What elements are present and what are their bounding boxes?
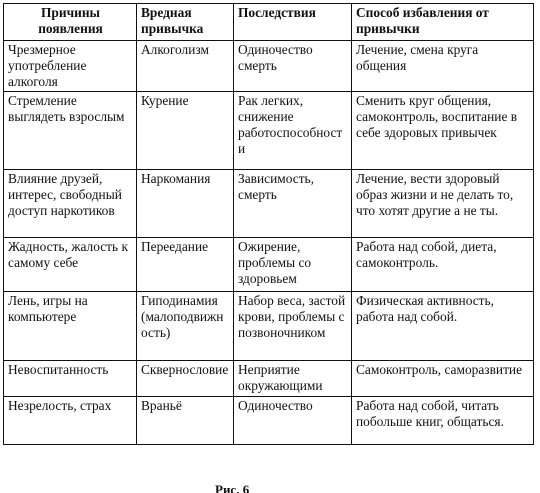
cell-remedy: Работа над собой, диета, самоконтроль. (352, 238, 534, 292)
cell-habit: Наркомания (137, 170, 234, 238)
cell-cause: Жадность, жалость к самому себе (4, 238, 137, 292)
table-row (4, 41, 534, 92)
table-row (4, 170, 534, 238)
figure-caption: Рис. 6 (215, 483, 250, 493)
table-row (4, 361, 534, 397)
cell-consequence: Рак легких, снижение работоспособности (234, 92, 352, 170)
header-habit: Вредная привычка (137, 4, 234, 41)
cell-remedy: Лечение, смена круга общения (352, 41, 534, 92)
table-header-row (4, 4, 534, 41)
cell-remedy: Сменить круг общения, самоконтроль, воспитание в себе здоровых привычек (352, 92, 534, 170)
table-row (4, 238, 534, 292)
cell-consequence: Одиночество смерть (234, 41, 352, 92)
cell-cause: Влияние друзей, интерес, свободный доступ наркотиков (4, 170, 137, 238)
header-causes: Причины появления (4, 4, 137, 41)
header-remedy: Способ избавления от привычки (352, 4, 534, 41)
cell-remedy: Работа над собой, читать побольше книг, общаться. (352, 397, 534, 445)
cell-cause: Незрелость, страх (4, 397, 137, 445)
cell-habit: Курение (137, 92, 234, 170)
cell-remedy: Лечение, вести здоровый образ жизни и не делать то, что хотят другие а не ты. (352, 170, 534, 238)
cell-consequence: Зависимость, смерть (234, 170, 352, 238)
cell-habit: Враньё (137, 397, 234, 445)
cell-consequence: Набор веса, застой крови, проблемы с позвоночником (234, 292, 352, 361)
cell-habit: Алкоголизм (137, 41, 234, 92)
cell-habit: Сквернословие (137, 361, 234, 397)
header-consequences: Последствия (234, 4, 352, 41)
document (3, 3, 535, 445)
bad-habits-table (3, 3, 534, 445)
cell-remedy: Самоконтроль, саморазвитие (352, 361, 534, 397)
table-row (4, 92, 534, 170)
table-row (4, 397, 534, 445)
cell-consequence: Одиночество (234, 397, 352, 445)
cell-habit: Переедание (137, 238, 234, 292)
cell-cause: Лень, игры на компьютере (4, 292, 137, 361)
cell-consequence: Неприятие окружающими (234, 361, 352, 397)
cell-cause: Стремление выглядеть взрослым (4, 92, 137, 170)
cell-cause: Чрезмерное употребление алкоголя (4, 41, 137, 92)
cell-consequence: Ожирение, проблемы со здоровьем (234, 238, 352, 292)
cell-remedy: Физическая активность, работа над собой. (352, 292, 534, 361)
table-row (4, 292, 534, 361)
cell-habit: Гиподинамия (малоподвижность) (137, 292, 234, 361)
cell-cause: Невоспитанность (4, 361, 137, 397)
